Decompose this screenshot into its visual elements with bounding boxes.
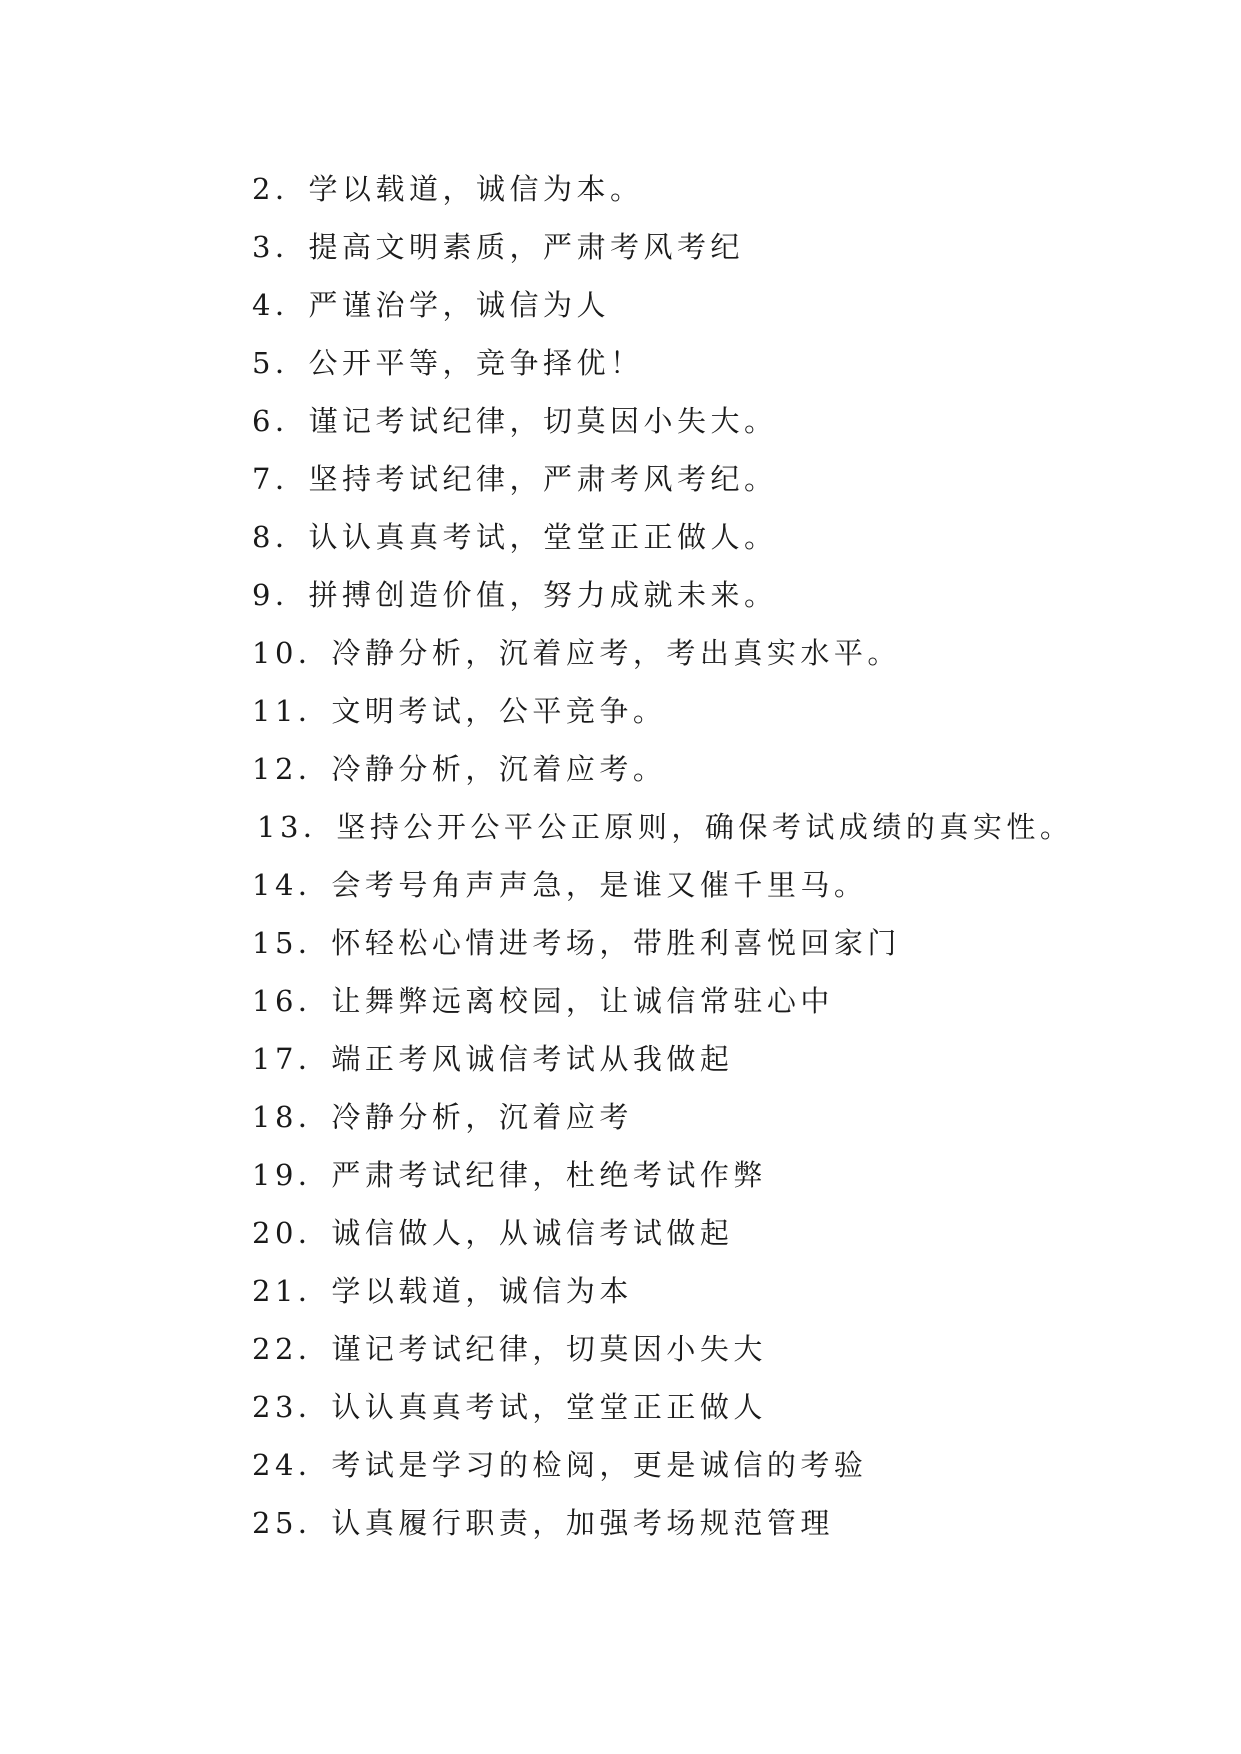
slogan-list xyxy=(252,160,1073,1552)
list-item: 11．文明考试，公平竞争。 xyxy=(252,694,667,728)
list-item: 8．认认真真考试，堂堂正正做人。 xyxy=(252,520,778,554)
list-item: 17．端正考风诚信考试从我做起 xyxy=(252,1042,734,1076)
list-item: 23．认认真真考试，堂堂正正做人 xyxy=(252,1390,767,1424)
list-item: 25．认真履行职责，加强考场规范管理 xyxy=(252,1506,834,1540)
list-item: 9．拼搏创造价值，努力成就未来。 xyxy=(252,578,778,612)
list-item: 7．坚持考试纪律，严肃考风考纪。 xyxy=(252,462,778,496)
list-item: 16．让舞弊远离校园，让诚信常驻心中 xyxy=(252,984,834,1018)
list-item: 2．学以载道，诚信为本。 xyxy=(252,172,644,206)
list-item: 21．学以载道，诚信为本 xyxy=(252,1274,633,1308)
list-item: 13．坚持公开公平公正原则，确保考试成绩的真实性。 xyxy=(257,810,1074,844)
list-item: 6．谨记考试纪律，切莫因小失大。 xyxy=(252,404,778,438)
list-item: 10．冷静分析，沉着应考，考出真实水平。 xyxy=(252,636,901,670)
list-item: 12．冷静分析，沉着应考。 xyxy=(252,752,667,786)
list-item: 18．冷静分析，沉着应考 xyxy=(252,1100,633,1134)
list-item: 24．考试是学习的检阅，更是诚信的考验 xyxy=(252,1448,868,1482)
list-item: 5．公开平等，竞争择优！ xyxy=(252,346,644,380)
list-item: 14．会考号角声声急，是谁又催千里马。 xyxy=(252,868,868,902)
list-item: 19．严肃考试纪律，杜绝考试作弊 xyxy=(252,1158,767,1192)
list-item: 3．提高文明素质，严肃考风考纪 xyxy=(252,230,744,264)
list-item: 15．怀轻松心情进考场，带胜利喜悦回家门 xyxy=(252,926,901,960)
list-item: 22．谨记考试纪律，切莫因小失大 xyxy=(252,1332,767,1366)
list-item: 20．诚信做人，从诚信考试做起 xyxy=(252,1216,734,1250)
list-item: 4．严谨治学，诚信为人 xyxy=(252,288,610,322)
